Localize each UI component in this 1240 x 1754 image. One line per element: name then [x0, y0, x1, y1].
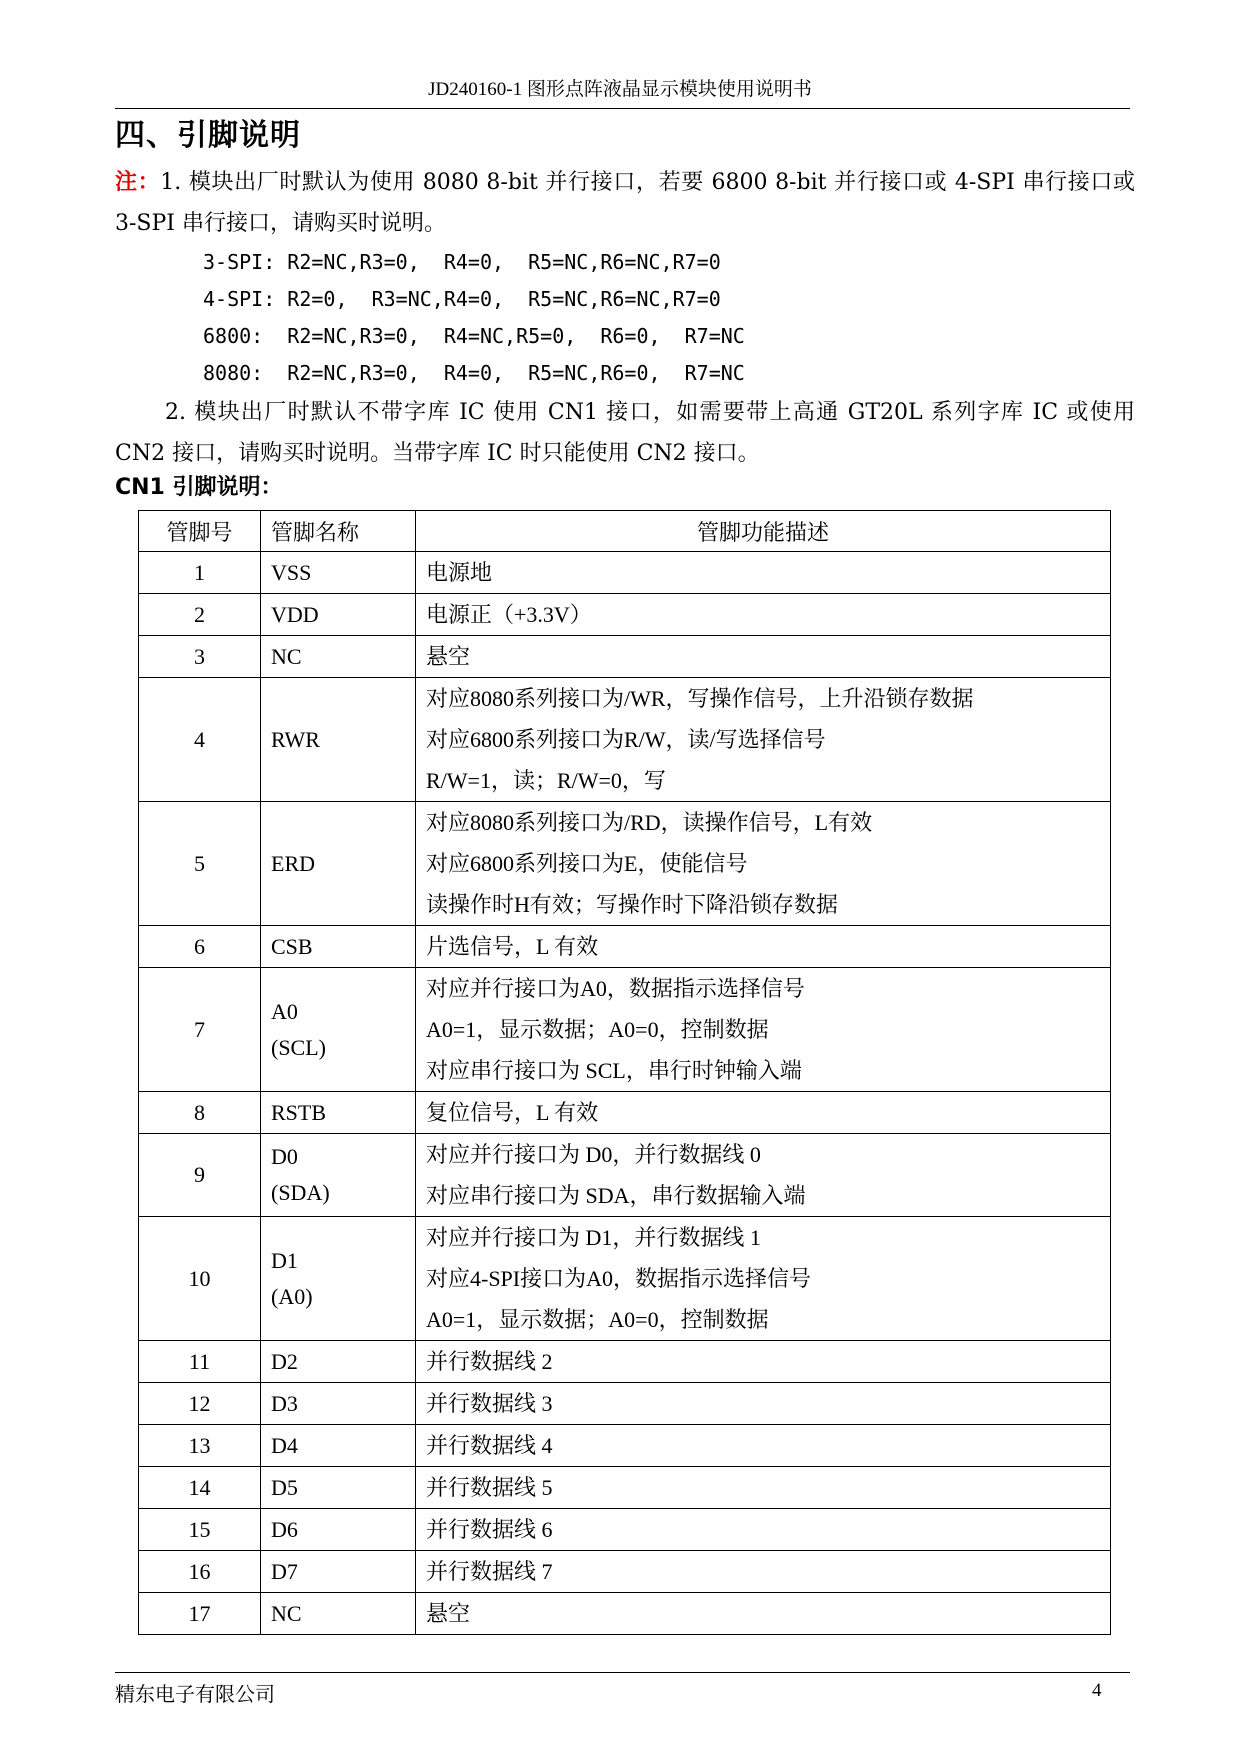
pin-number: 1: [139, 552, 261, 594]
pin-name-line: D5: [271, 1474, 298, 1500]
pin-description: [416, 1383, 1111, 1425]
pin-description-line: 并行数据线 2: [426, 1349, 553, 1374]
table-row: [139, 678, 1111, 802]
pin-description: [416, 1134, 1111, 1217]
pin-description-line: 对应6800系列接口为E，使能信号: [426, 851, 748, 876]
pin-name: [261, 1092, 416, 1134]
pin-number: 14: [139, 1467, 261, 1509]
table-row: [139, 1509, 1111, 1551]
table-row: [139, 1593, 1111, 1635]
pin-description-line: 对应并行接口为 D0，并行数据线 0: [426, 1142, 761, 1167]
pin-number: 12: [139, 1383, 261, 1425]
pin-name-line: CSB: [271, 933, 313, 959]
pin-description-line: 复位信号，L 有效: [426, 1100, 599, 1125]
pin-number: 9: [139, 1134, 261, 1217]
table-row: [139, 1383, 1111, 1425]
pin-description-line: A0=1，显示数据；A0=0，控制数据: [426, 1017, 769, 1042]
pin-name-line: (SDA): [271, 1180, 330, 1205]
pin-description-line: 并行数据线 5: [426, 1475, 553, 1500]
pin-description: [416, 636, 1111, 678]
note-label: 注：: [115, 170, 161, 195]
pin-description-line: 悬空: [426, 644, 471, 669]
pin-description: [416, 678, 1111, 802]
document-header-title: JD240160-1 图形点阵液晶显示模块使用说明书: [428, 79, 812, 100]
pin-number: 4: [139, 678, 261, 802]
pin-number: 13: [139, 1425, 261, 1467]
pin-name-line: D0: [271, 1144, 298, 1169]
pin-name-line: D6: [271, 1516, 298, 1542]
pin-name-line: (SCL): [271, 1034, 326, 1060]
pin-description: [416, 802, 1111, 926]
pin-description: [416, 1551, 1111, 1593]
pin-number: 15: [139, 1509, 261, 1551]
table-header-row: [139, 511, 1111, 552]
notes-block: [115, 162, 1135, 474]
pin-name-line: D3: [271, 1390, 298, 1416]
table-row: [139, 1217, 1111, 1341]
pin-description: [416, 594, 1111, 636]
footer-divider: [115, 1672, 1130, 1673]
pin-description-line: 对应4-SPI接口为A0，数据指示选择信号: [426, 1266, 812, 1291]
pin-description: [416, 968, 1111, 1092]
pin-number: 3: [139, 636, 261, 678]
header-pin-number: 管脚号: [139, 511, 261, 552]
pin-name: [261, 1467, 416, 1509]
pin-description-line: 读操作时H有效；写操作时下降沿锁存数据: [426, 892, 838, 917]
pin-name-line: NC: [271, 643, 302, 669]
pin-name: [261, 1593, 416, 1635]
pin-description: [416, 1341, 1111, 1383]
pin-description: [416, 1467, 1111, 1509]
pin-description: [416, 1217, 1111, 1341]
pin-name: [261, 552, 416, 594]
pin-name-line: D4: [271, 1432, 298, 1458]
pin-number: 17: [139, 1593, 261, 1635]
config-6800: 6800: R2=NC,R3=0, R4=NC,R5=0, R6=0, R7=NC: [203, 324, 745, 348]
table-row: [139, 552, 1111, 594]
table-row: [139, 1341, 1111, 1383]
pin-description: [416, 552, 1111, 594]
pin-description-line: 并行数据线 7: [426, 1559, 553, 1584]
pin-name: [261, 968, 416, 1092]
table-row: [139, 594, 1111, 636]
pin-name: [261, 1383, 416, 1425]
pin-name: [261, 802, 416, 926]
pin-description: [416, 1593, 1111, 1635]
pin-name: [261, 1551, 416, 1593]
pin-name-line: A0: [271, 998, 298, 1024]
pin-name: [261, 636, 416, 678]
pin-name-line: VSS: [271, 559, 312, 585]
header-pin-name: 管脚名称: [261, 511, 416, 552]
pin-name: [261, 1509, 416, 1551]
pin-description-line: 并行数据线 4: [426, 1433, 553, 1458]
table-row: [139, 968, 1111, 1092]
pin-description-line: 并行数据线 3: [426, 1391, 553, 1416]
header-pin-description: 管脚功能描述: [416, 511, 1111, 552]
pin-name-line: D1: [271, 1247, 298, 1273]
pin-description-line: 悬空: [426, 1601, 471, 1626]
pin-description-line: A0=1，显示数据；A0=0，控制数据: [426, 1307, 769, 1332]
header-divider: [115, 108, 1130, 109]
pin-name-line: VDD: [271, 601, 319, 627]
pin-description-line: R/W=1，读；R/W=0，写: [426, 768, 666, 793]
pin-description-line: 片选信号，L 有效: [426, 934, 599, 959]
pin-name-line: NC: [271, 1600, 302, 1626]
pin-description-line: 对应6800系列接口为R/W，读/写选择信号: [426, 727, 826, 752]
table-row: [139, 1551, 1111, 1593]
pin-name: [261, 594, 416, 636]
pin-name: [261, 1341, 416, 1383]
pin-name-line: D7: [271, 1558, 298, 1584]
pin-name: [261, 1217, 416, 1341]
pin-description: [416, 926, 1111, 968]
cn1-pin-table: [138, 510, 1111, 1635]
footer-company: 精东电子有限公司: [115, 1682, 275, 1706]
table-row: [139, 636, 1111, 678]
config-3spi: 3-SPI: R2=NC,R3=0, R4=0, R5=NC,R6=NC,R7=0: [203, 250, 721, 274]
pin-number: 2: [139, 594, 261, 636]
pin-description-line: 对应8080系列接口为/WR，写操作信号，上升沿锁存数据: [426, 686, 974, 711]
table-row: [139, 1467, 1111, 1509]
table-row: [139, 926, 1111, 968]
table-row: [139, 1134, 1111, 1217]
pin-name: [261, 678, 416, 802]
pin-number: 10: [139, 1217, 261, 1341]
note-2: 2. 模块出厂时默认不带字库 IC 使用 CN1 接口，如需要带上高通 GT20L 系列字库 IC 或使用 CN2 接口，请购买时说明。当带字库 IC 时只能使用 CN2 接口。: [115, 400, 1135, 466]
section-title: 四、引脚说明: [115, 118, 301, 153]
pin-name: [261, 1425, 416, 1467]
pin-description-line: 对应并行接口为 D1，并行数据线 1: [426, 1225, 761, 1250]
pin-description-line: 对应串行接口为 SDA，串行数据输入端: [426, 1183, 806, 1208]
pin-name-line: ERD: [271, 850, 315, 876]
table-row: [139, 802, 1111, 926]
pin-description-line: 对应串行接口为 SCL，串行时钟输入端: [426, 1058, 802, 1083]
note-1-text: 1. 模块出厂时默认为使用 8080 8-bit 并行接口，若要 6800 8-bit 并行接口或 4-SPI 串行接口或 3-SPI 串行接口，请购买时说明。: [115, 170, 1135, 236]
pin-name: [261, 926, 416, 968]
pin-number: 5: [139, 802, 261, 926]
pin-number: 11: [139, 1341, 261, 1383]
pin-description-line: 电源地: [426, 560, 493, 585]
pin-description-line: 对应8080系列接口为/RD，读操作信号，L有效: [426, 810, 873, 835]
pin-name-line: RWR: [271, 726, 320, 752]
pin-number: 8: [139, 1092, 261, 1134]
pin-description-line: 对应并行接口为A0，数据指示选择信号: [426, 976, 805, 1001]
pin-number: 7: [139, 968, 261, 1092]
pin-description: [416, 1509, 1111, 1551]
page-number: 4: [1092, 1680, 1102, 1701]
note-1: [115, 162, 1135, 244]
table-row: [139, 1425, 1111, 1467]
pin-name-line: (A0): [271, 1283, 313, 1309]
pin-rows: [139, 552, 1111, 1635]
table-row: [139, 1092, 1111, 1134]
pin-description-line: 电源正（+3.3V）: [426, 602, 592, 627]
config-4spi: 4-SPI: R2=0, R3=NC,R4=0, R5=NC,R6=NC,R7=0: [203, 287, 721, 311]
config-8080: 8080: R2=NC,R3=0, R4=0, R5=NC,R6=0, R7=NC: [203, 361, 745, 385]
pin-description: [416, 1092, 1111, 1134]
pin-name: [261, 1134, 416, 1217]
pin-description: [416, 1425, 1111, 1467]
pin-name-line: RSTB: [271, 1099, 327, 1125]
pin-description-line: 并行数据线 6: [426, 1517, 553, 1542]
pin-name-line: D2: [271, 1348, 298, 1374]
cn1-title: CN1 引脚说明：: [115, 475, 283, 500]
pin-number: 6: [139, 926, 261, 968]
pin-number: 16: [139, 1551, 261, 1593]
